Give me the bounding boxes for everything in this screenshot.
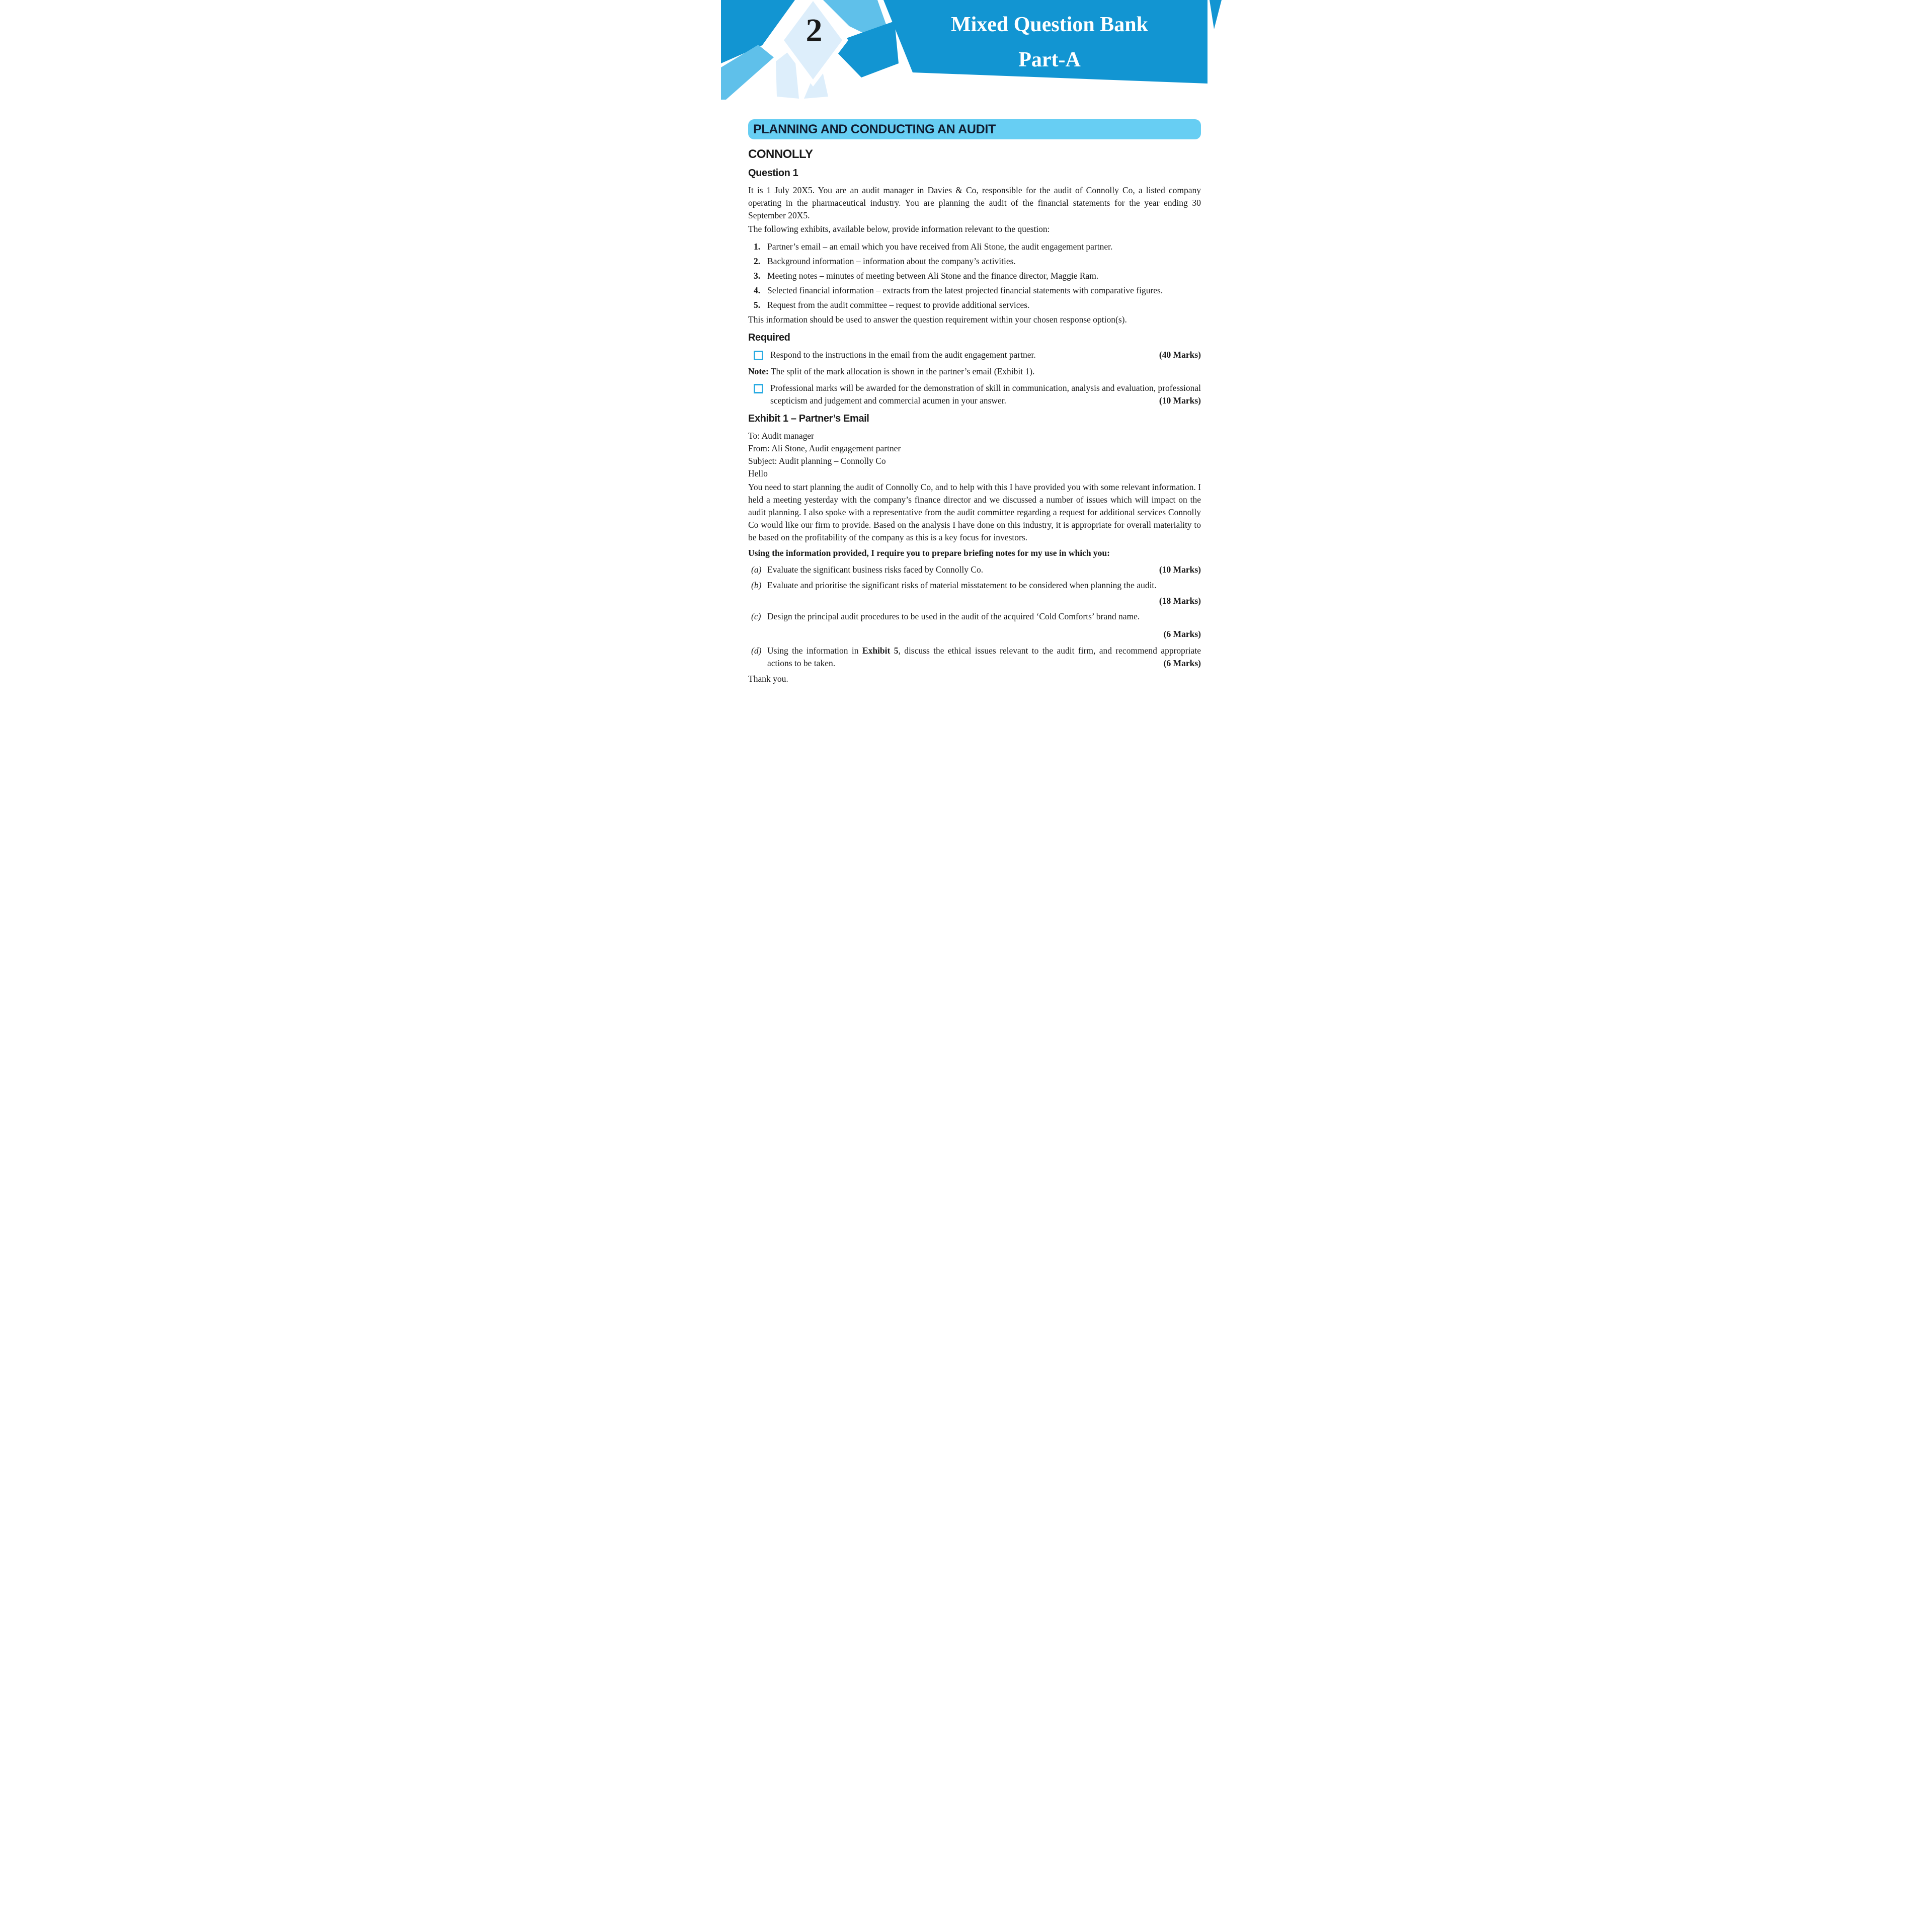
required-item-text xyxy=(770,382,1201,407)
email-subject: Subject: Audit planning – Connolly Co xyxy=(748,456,886,466)
task-letter: (b) xyxy=(751,580,762,590)
page-content xyxy=(748,119,1201,685)
task-item xyxy=(748,579,1201,592)
list-item-text: Background information – information about the company’s activities. xyxy=(767,256,1016,266)
section-title-bar: PLANNING AND CONDUCTING AN AUDIT xyxy=(748,119,1201,139)
task-letter: (c) xyxy=(751,611,761,621)
chapter-number: 2 xyxy=(806,12,823,49)
banner-corner-sliver xyxy=(1210,0,1222,29)
marks-line: (18 Marks) xyxy=(1159,596,1201,606)
list-item xyxy=(748,240,1201,253)
note-text: The split of the mark allocation is shown in the partner’s email (Exhibit 1). xyxy=(768,366,1035,376)
required-item xyxy=(748,349,1201,361)
chapter-header-banner xyxy=(644,0,1288,101)
chapter-title-line1: Mixed Question Bank xyxy=(950,13,1149,36)
exhibits-list xyxy=(748,240,1201,311)
checkbox-bullet-icon xyxy=(754,351,763,360)
list-item xyxy=(748,270,1201,282)
list-item-number: 4. xyxy=(754,285,761,295)
checkbox-bullet-icon xyxy=(754,384,763,393)
marks-badge: (10 Marks) xyxy=(1159,395,1201,406)
list-item-number: 5. xyxy=(754,300,761,310)
task-item xyxy=(748,645,1201,670)
list-item-text: Meeting notes – minutes of meeting between Ali Stone and the finance director, Maggie Ram. xyxy=(767,271,1099,281)
task-text-post: , discuss the ethical issues relevant to the audit firm, and recommend appropriate actions to be taken. xyxy=(767,646,1201,668)
task-text xyxy=(767,579,1201,592)
list-item xyxy=(748,299,1201,311)
chapter-title xyxy=(924,12,1175,72)
list-item xyxy=(748,255,1201,268)
list-item-text: Partner’s email – an email which you have received from Ali Stone, the audit engagement partner. xyxy=(767,242,1113,252)
task-text-bold: Exhibit 5 xyxy=(862,646,899,656)
document-page xyxy=(644,0,1288,684)
marks-badge: (40 Marks) xyxy=(1159,350,1201,360)
marks-badge: (10 Marks) xyxy=(1159,565,1201,575)
task-text-pre: Evaluate and prioritise the significant risks of material misstatement to be considered when planning the audit. xyxy=(767,580,1157,590)
intro-closing: This information should be used to answer the question requirement within your chosen response option(s). xyxy=(748,314,1127,325)
task-item xyxy=(748,564,1201,576)
list-item-number: 3. xyxy=(754,271,761,281)
email-closing: Thank you. xyxy=(748,674,788,684)
task-text xyxy=(767,564,1201,576)
required-item-text xyxy=(770,349,1201,361)
email-from: From: Ali Stone, Audit engagement partner xyxy=(748,443,901,453)
task-item xyxy=(748,610,1201,623)
email-to: To: Audit manager xyxy=(748,431,814,441)
task-text-pre: Evaluate the significant business risks faced by Connolly Co. xyxy=(767,565,984,575)
task-text xyxy=(767,610,1201,623)
task-text-pre: Using the information in xyxy=(767,646,862,656)
required-heading: Required xyxy=(748,332,790,343)
email-greeting: Hello xyxy=(748,468,768,478)
list-item-text: Request from the audit committee – request to provide additional services. xyxy=(767,300,1030,310)
list-item-number: 2. xyxy=(754,256,761,266)
company-heading: CONNOLLY xyxy=(748,147,813,161)
exhibit1-heading: Exhibit 1 – Partner’s Email xyxy=(748,413,869,424)
task-text-pre: Design the principal audit procedures to be used in the audit of the acquired ‘Cold Comforts’ brand name. xyxy=(767,611,1140,621)
task-letter: (a) xyxy=(751,565,762,575)
required-item-body: Respond to the instructions in the email from the audit engagement partner. xyxy=(770,350,1036,360)
intro-paragraph: It is 1 July 20X5. You are an audit manager in Davies & Co, responsible for the audit of Connolly Co, a listed company operating in the pharmaceutical industry. You are planning the audit of the financial statements for the year ending 30 September 20X5. xyxy=(748,185,1201,220)
email-body: You need to start planning the audit of Connolly Co, and to help with this I have provided you with some relevant information. I held a meeting yesterday with the company’s finance director and we discussed a number of issues which will impact on the audit planning. I also spoke with a representative from the audit committee regarding a request for additional services Connolly Co would like our firm to provide. Based on the analysis I have done on this industry, it is appropriate for overall materiality to be based on the profitability of the company as this is a key focus for investors. xyxy=(748,482,1201,542)
task-text xyxy=(767,645,1201,670)
question-heading: Question 1 xyxy=(748,168,798,179)
required-item-body: Professional marks will be awarded for the demonstration of skill in communication, analysis and evaluation, professional scepticism and judgement and commercial acumen in your answer. xyxy=(770,383,1201,406)
note-label: Note: xyxy=(748,366,769,376)
marks-line: (6 Marks) xyxy=(1163,629,1201,639)
marks-badge: (6 Marks) xyxy=(1163,658,1201,668)
exhibits-lead: The following exhibits, available below, provide information relevant to the question: xyxy=(748,224,1050,234)
list-item-number: 1. xyxy=(754,242,761,252)
chapter-title-line2: Part-A xyxy=(1018,48,1081,71)
email-instruction: Using the information provided, I require you to prepare briefing notes for my use in which you: xyxy=(748,548,1110,558)
required-note xyxy=(748,365,1201,378)
list-item xyxy=(748,284,1201,297)
list-item-text: Selected financial information – extracts from the latest projected financial statements with comparative figures. xyxy=(767,285,1163,295)
required-item xyxy=(748,382,1201,407)
task-letter: (d) xyxy=(751,646,762,656)
